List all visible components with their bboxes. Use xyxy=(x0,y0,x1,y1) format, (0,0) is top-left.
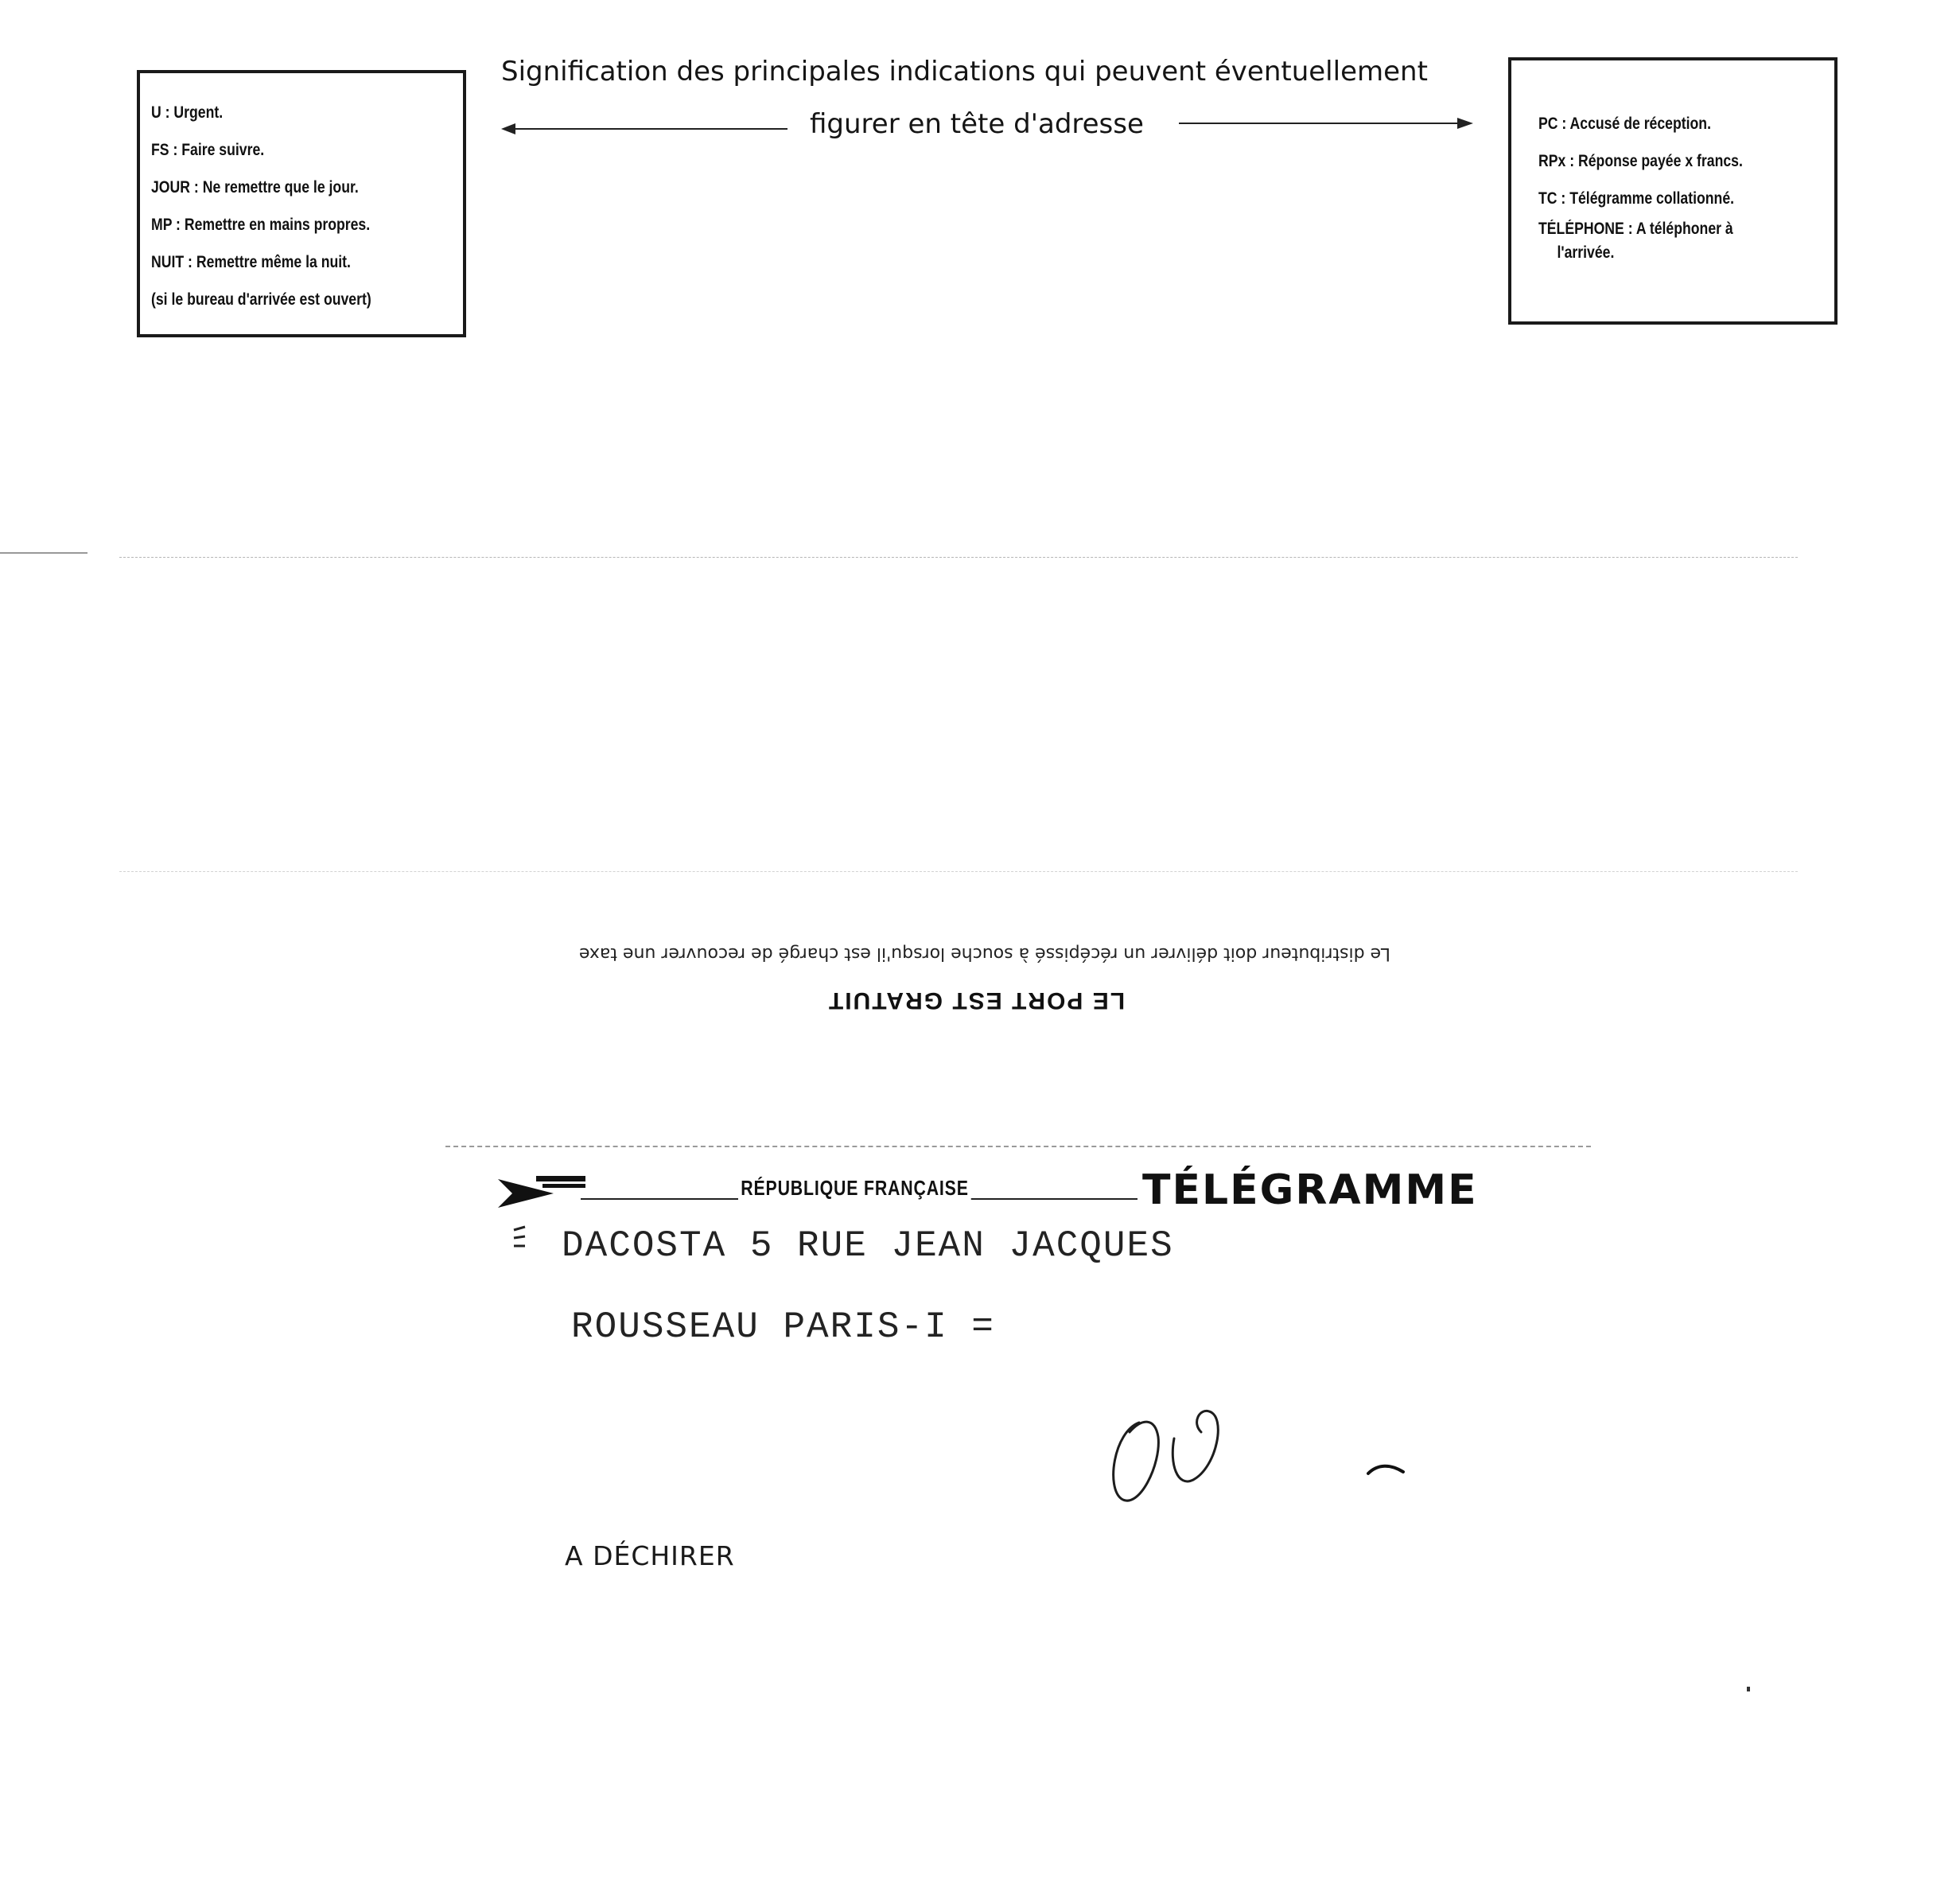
speck xyxy=(1747,1687,1750,1691)
a-dechirer-label: A DÉCHIRER xyxy=(565,1540,735,1571)
legend-text: Remettre en mains propres. xyxy=(184,216,371,234)
legend-line-nuit: NUIT : Remettre même la nuit. xyxy=(151,253,351,271)
legend-text: (si le bureau d'arrivée est ouvert) xyxy=(151,290,371,309)
legend-text: Urgent. xyxy=(173,103,224,122)
legend-code: TC xyxy=(1538,189,1558,208)
legend-text: l'arrivée. xyxy=(1557,243,1615,262)
legend-code: RPx xyxy=(1538,152,1566,170)
legend-code: FS xyxy=(151,141,169,159)
scan-edge-line xyxy=(0,552,88,554)
legend-text: Ne remettre que le jour. xyxy=(202,178,359,197)
telegram-logo xyxy=(498,1173,593,1220)
upside-down-port: LE PORT EST GRATUIT xyxy=(826,987,1126,1014)
legend-text: Réponse payée x francs. xyxy=(1578,152,1743,170)
legend-line-reponse: RPx : Réponse payée x francs. xyxy=(1538,152,1743,170)
legend-text: A téléphoner à xyxy=(1635,220,1733,238)
legend-code: U xyxy=(151,103,161,122)
arrow-right-icon xyxy=(1179,115,1473,131)
arrow-left-icon xyxy=(501,121,788,137)
legend-code: JOUR xyxy=(151,178,191,197)
legend-line-faire-suivre: FS : Faire suivre. xyxy=(151,141,265,159)
pen-mark-icon xyxy=(1367,1462,1406,1478)
right-legend-box xyxy=(1508,57,1838,325)
heading-arrow-right xyxy=(1179,115,1473,131)
arrow-logo-icon xyxy=(498,1173,593,1220)
legend-line-urgent: U : Urgent. xyxy=(151,103,224,122)
legend-line-bureau-ouvert xyxy=(151,281,413,318)
legend-line-arrivee xyxy=(1538,241,1787,265)
heading-line-1: Signification des principales indications qui peuvent éventuellement xyxy=(501,56,1428,88)
address-line-1: DACOSTA 5 RUE JEAN JACQUES xyxy=(562,1225,1174,1267)
legend-line-jour: JOUR : Ne remettre que le jour. xyxy=(151,178,359,197)
fold-line-lower xyxy=(445,1146,1591,1147)
pen-mark xyxy=(1367,1462,1406,1478)
legend-code: TÉLÉPHONE xyxy=(1538,220,1624,238)
left-legend-box xyxy=(137,70,466,337)
telegram-title: TÉLÉGRAMME xyxy=(1142,1166,1478,1214)
republique-label: RÉPUBLIQUE FRANÇAISE xyxy=(738,1176,971,1201)
legend-text: Faire suivre. xyxy=(181,141,265,159)
legend-line-mains-propres: MP : Remettre en mains propres. xyxy=(151,216,371,234)
legend-code: MP xyxy=(151,216,173,234)
legend-line-accuse: PC : Accusé de réception. xyxy=(1538,115,1711,133)
equals-mark-icon xyxy=(512,1225,528,1252)
equals-mark xyxy=(512,1225,528,1252)
legend-code: NUIT xyxy=(151,253,185,271)
upside-down-notice: Le distributeur doit délivrer un récépissé à souche lorsqu'il est chargé de recouvrer une taxe xyxy=(578,944,1391,963)
fold-line-upper xyxy=(119,557,1798,558)
legend-text: Télégramme collationné. xyxy=(1569,189,1735,208)
handwriting-text xyxy=(1098,1400,1257,1512)
legend-text: Remettre même la nuit. xyxy=(196,253,351,271)
legend-line-collationne: TC : Télégramme collationné. xyxy=(1538,189,1735,208)
legend-line-telephone: TÉLÉPHONE : A téléphoner à xyxy=(1538,220,1733,238)
fold-line-middle xyxy=(119,871,1798,872)
legend-text: Accusé de réception. xyxy=(1569,115,1711,133)
heading-line-2: figurer en tête d'adresse xyxy=(810,108,1144,140)
heading-arrow-left xyxy=(501,121,788,137)
legend-code: PC xyxy=(1538,115,1558,133)
address-line-2: ROUSSEAU PARIS-I = xyxy=(571,1306,995,1348)
